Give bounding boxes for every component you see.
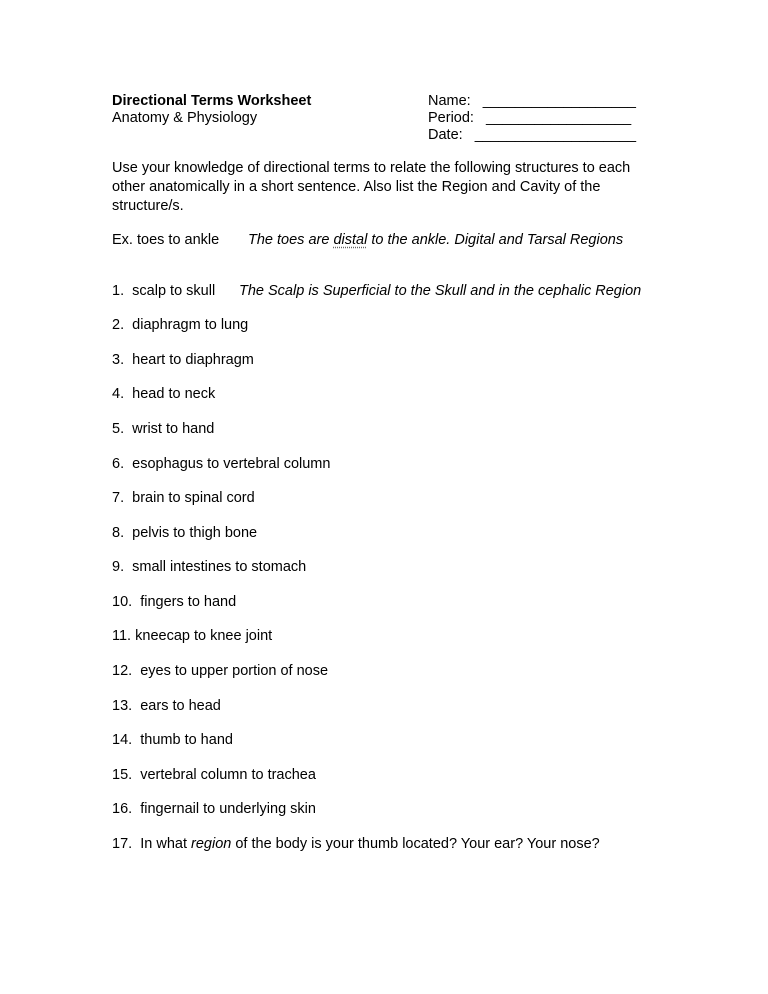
question-17-emphasis: region [191,836,232,852]
question-17-pre: In what [140,836,192,852]
question-15 [112,766,316,784]
question-11 [112,627,272,645]
question-text: pelvis to thigh bone [132,525,258,541]
question-number: 9. [112,559,125,575]
question-text: diaphragm to lung [132,317,249,333]
question-text: vertebral column to trachea [140,767,316,783]
name-field[interactable] [428,92,636,110]
period-label: Period: [428,110,474,126]
question-9 [112,558,306,576]
question-4 [112,385,215,403]
question-text: scalp to skull [132,283,216,299]
example-answer [248,231,623,249]
question-number: 13. [112,698,133,714]
question-text: head to neck [132,386,216,402]
question-13 [112,697,221,715]
question-text: heart to diaphragm [132,352,254,368]
question-number: 1. [112,283,125,299]
question-17-post: of the body is your thumb located? Your ear? Your nose? [231,836,600,852]
question-17 [112,835,600,853]
example-answer-post: to the ankle. Digital and Tarsal Regions [367,232,624,248]
course-subtitle: Anatomy & Physiology [112,110,258,126]
example-prompt: Ex. toes to ankle [112,232,220,248]
question-number: 6. [112,456,125,472]
question-number: 14. [112,732,133,748]
example-answer-key: distal [333,232,368,248]
period-blank[interactable]: __________________ [486,110,632,126]
period-field[interactable] [428,109,631,127]
worksheet-title: Directional Terms Worksheet [112,93,312,109]
example-answer-pre: The toes are [248,232,334,248]
question-number: 3. [112,352,125,368]
question-text: thumb to hand [140,732,233,748]
question-number: 8. [112,525,125,541]
question-text: brain to spinal cord [132,490,255,506]
question-3 [112,351,254,369]
question-2 [112,316,248,334]
question-14 [112,731,233,749]
question-number: 5. [112,421,125,437]
question-number: 12. [112,663,133,679]
question-10 [112,593,236,611]
question-text: eyes to upper portion of nose [140,663,329,679]
name-blank[interactable]: ___________________ [482,93,637,109]
question-text: ears to head [140,698,221,714]
question-12 [112,662,328,680]
question-number: 10. [112,594,133,610]
date-field[interactable] [428,126,636,144]
question-6 [112,455,330,473]
question-number: 11. [112,628,132,644]
question-number: 17. [112,836,133,852]
question-5 [112,420,214,438]
name-label: Name: [428,93,471,109]
question-text: small intestines to stomach [132,559,307,575]
question-text: fingernail to underlying skin [140,801,316,817]
date-blank[interactable]: ____________________ [474,127,637,143]
question-number: 7. [112,490,125,506]
question-number: 15. [112,767,133,783]
question-text: esophagus to vertebral column [132,456,331,472]
question-7 [112,489,255,507]
question-8 [112,524,257,542]
question-1 [112,282,215,300]
question-number: 2. [112,317,125,333]
question-number: 16. [112,801,133,817]
question-16 [112,800,316,818]
question-number: 4. [112,386,125,402]
question-text: kneecap to knee joint [135,628,273,644]
question-1-answer: The Scalp is Superficial to the Skull and in the cephalic Region [239,283,642,299]
instructions-paragraph: Use your knowledge of directional terms to relate the following structures to each other anatomically in a short sentence. Also list the Region and Cavity of the structure/s. [112,160,631,214]
question-text: wrist to hand [132,421,215,437]
question-text: fingers to hand [140,594,237,610]
date-label: Date: [428,127,463,143]
